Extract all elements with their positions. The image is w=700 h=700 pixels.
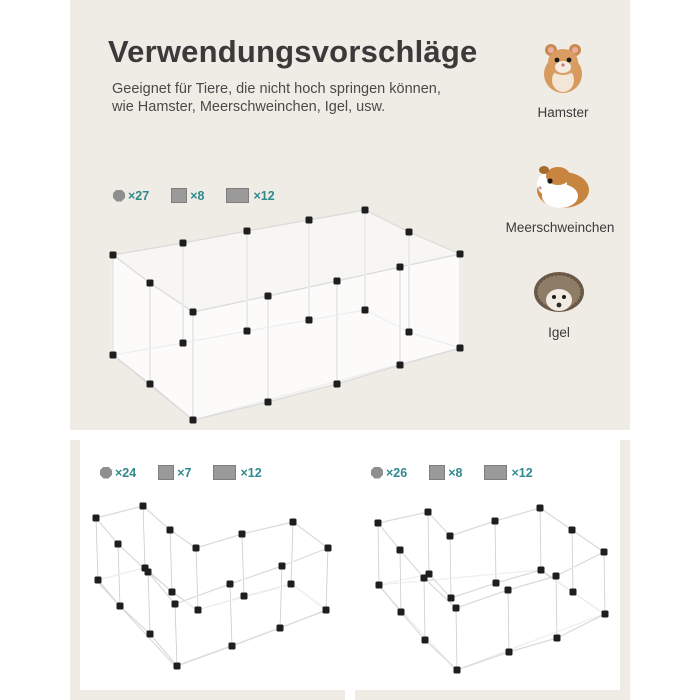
small-panel-count: ×7 — [158, 465, 191, 480]
small-panel-count: ×8 — [429, 465, 462, 480]
panel — [268, 281, 337, 402]
connector — [229, 643, 236, 650]
connector — [306, 317, 313, 324]
connector — [290, 519, 297, 526]
connector — [265, 399, 272, 406]
connector — [492, 518, 499, 525]
connector — [323, 607, 330, 614]
connector — [454, 667, 461, 674]
large-panel-count: ×12 — [484, 465, 532, 480]
connector — [398, 609, 405, 616]
connector — [601, 549, 608, 556]
connector — [448, 595, 455, 602]
panel — [337, 267, 400, 384]
connector — [425, 509, 432, 516]
connector — [569, 527, 576, 534]
connector — [553, 573, 560, 580]
connector — [227, 581, 234, 588]
connector — [265, 293, 272, 300]
connector — [397, 264, 404, 271]
enclosure-l-shape — [93, 503, 332, 670]
panel — [495, 508, 541, 583]
connector — [334, 381, 341, 388]
connector — [505, 587, 512, 594]
page-title: Verwendungsvorschläge — [108, 34, 478, 69]
connector-count: ×27 — [113, 189, 149, 203]
connector — [277, 625, 284, 632]
connector — [422, 637, 429, 644]
connector — [140, 503, 147, 510]
connector — [376, 582, 383, 589]
connector-count: ×24 — [100, 466, 136, 480]
connector — [239, 531, 246, 538]
connector — [167, 527, 174, 534]
connector — [406, 229, 413, 236]
connector — [244, 228, 251, 235]
connector — [334, 278, 341, 285]
connector — [453, 605, 460, 612]
panel — [193, 296, 268, 420]
connector — [190, 309, 197, 316]
connector — [195, 607, 202, 614]
large-panel-count: ×12 — [213, 465, 261, 480]
subtitle-line: Geeignet für Tiere, die nicht hoch springen können, — [112, 81, 441, 97]
connector — [397, 362, 404, 369]
connector — [447, 533, 454, 540]
connector — [426, 571, 433, 578]
connector — [244, 328, 251, 335]
connector — [325, 545, 332, 552]
connector — [538, 567, 545, 574]
connector — [362, 207, 369, 214]
connector — [537, 505, 544, 512]
connector — [193, 545, 200, 552]
connector — [110, 352, 117, 359]
connector — [147, 631, 154, 638]
connector — [169, 589, 176, 596]
enclosure-rectangle — [110, 207, 464, 424]
connector — [142, 565, 149, 572]
connector — [457, 251, 464, 258]
connector — [602, 611, 609, 618]
connector — [180, 240, 187, 247]
connector — [554, 635, 561, 642]
connector — [174, 663, 181, 670]
connector — [241, 593, 248, 600]
connector — [397, 547, 404, 554]
connector — [493, 580, 500, 587]
connector — [172, 601, 179, 608]
panel — [508, 576, 557, 652]
connector — [95, 577, 102, 584]
connector — [180, 340, 187, 347]
connector — [93, 515, 100, 522]
connector — [406, 329, 413, 336]
large-panel-count: ×12 — [226, 188, 274, 203]
connector — [147, 381, 154, 388]
connector — [570, 589, 577, 596]
connector — [279, 563, 286, 570]
animal-label: Igel — [548, 325, 570, 340]
connector — [506, 649, 513, 656]
enclosure-u-shape — [375, 505, 609, 674]
animal-label: Hamster — [537, 105, 589, 120]
connector — [190, 417, 197, 424]
connector — [117, 603, 124, 610]
connector — [306, 217, 313, 224]
connector-count: ×26 — [371, 466, 407, 480]
connector — [147, 280, 154, 287]
connector — [115, 541, 122, 548]
connector — [288, 581, 295, 588]
connector — [457, 345, 464, 352]
connector — [110, 252, 117, 259]
subtitle-line: wie Hamster, Meerschweinchen, Igel, usw. — [112, 99, 386, 115]
animal-label: Meerschweinchen — [505, 220, 615, 235]
connector — [375, 520, 382, 527]
small-panel-count: ×8 — [171, 188, 204, 203]
connector — [362, 307, 369, 314]
